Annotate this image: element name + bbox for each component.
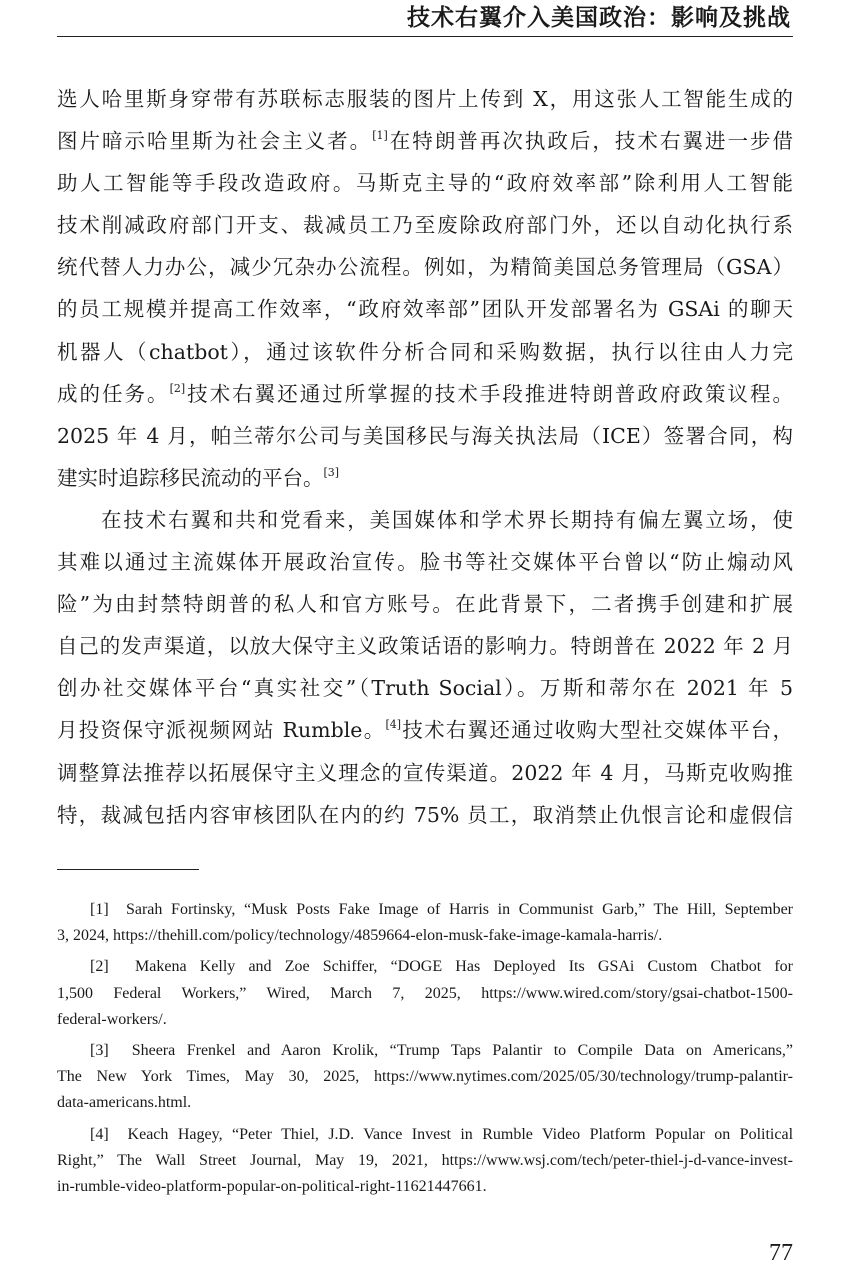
footnotes bbox=[57, 897, 793, 1205]
page-number: 77 bbox=[769, 1240, 793, 1266]
footnote-line: [2] Makena Kelly and Zoe Schiffer, “DOGE Has Deployed Its GSAi Custom Chatbot for bbox=[90, 958, 793, 976]
body-line: 助人工智能等手段改造政府。马斯克主导的“政府效率部”除利用人工智能 bbox=[57, 171, 793, 196]
body-line: 选人哈里斯身穿带有苏联标志服装的图片上传到 X，用这张人工智能生成的 bbox=[57, 87, 793, 111]
footnote-1 bbox=[57, 897, 793, 949]
body-line: 图片暗示哈里斯为社会主义者。[1]在特朗普再次执政后，技术右翼进一步借 bbox=[57, 129, 793, 154]
footnote-3 bbox=[57, 1038, 793, 1117]
footnote-line: data-americans.html. bbox=[57, 1094, 192, 1112]
body-line: 险”为由封禁特朗普的私人和官方账号。在此背景下，二者携手创建和扩展 bbox=[57, 592, 793, 617]
footnote-line: [4] Keach Hagey, “Peter Thiel, J.D. Vance Invest in Rumble Video Platform Popular on Political bbox=[90, 1125, 793, 1143]
body-line: 成的任务。[2]技术右翼还通过所掌握的技术手段推进特朗普政府政策议程。 bbox=[57, 381, 793, 406]
body-line: 调整算法推荐以拓展保守主义理念的宣传渠道。2022 年 4 月，马斯克收购推 bbox=[57, 760, 793, 785]
footnote-marker: [4] bbox=[90, 1125, 109, 1143]
footnote-line: The New York Times, May 30, 2025, https://www.nytimes.com/2025/05/30/technology/trump-palantir- bbox=[57, 1068, 793, 1086]
footnote-4 bbox=[57, 1122, 793, 1201]
body-line: 建实时追踪移民流动的平台。[3] bbox=[57, 465, 340, 490]
running-header bbox=[57, 2, 793, 37]
footnote-marker: [1] bbox=[90, 901, 109, 918]
body-line: 的员工规模并提高工作效率，“政府效率部”团队开发部署名为 GSAi 的聊天 bbox=[57, 297, 793, 322]
footnote-line: Right,” The Wall Street Journal, May 19, 2021, https://www.wsj.com/tech/peter-thiel-j-d-vance-invest- bbox=[57, 1151, 793, 1169]
footnote-line: in-rumble-video-platform-popular-on-political-right-11621447661. bbox=[57, 1177, 487, 1195]
footnote-line: 3, 2024, https://thehill.com/policy/technology/4859664-elon-musk-fake-image-kamala-harris/. bbox=[57, 927, 663, 945]
footnote-ref[interactable]: [1] bbox=[372, 129, 388, 143]
body-line: 自己的发声渠道，以放大保守主义政策话语的影响力。特朗普在 2022 年 2 月 bbox=[57, 634, 793, 659]
footnote-line: 1,500 Federal Workers,” Wired, March 7, 2025, https://www.wired.com/story/gsai-chatbot-1500- bbox=[57, 984, 793, 1002]
footnote-ref[interactable]: [3] bbox=[323, 465, 340, 479]
body-line: 特，裁减包括内容审核团队在内的约 75% 员工，取消禁止仇恨言论和虚假信 bbox=[57, 802, 793, 827]
body-line: 月投资保守派视频网站 Rumble。[4]技术右翼还通过收购大型社交媒体平台， bbox=[57, 718, 793, 743]
footnote-line: federal-workers/. bbox=[57, 1010, 167, 1028]
body-line: 2025 年 4 月，帕兰蒂尔公司与美国移民与海关执法局（ICE）签署合同，构 bbox=[57, 423, 793, 448]
body-line: 机器人（chatbot），通过该软件分析合同和采购数据，执行以往由人力完 bbox=[57, 339, 793, 364]
running-header-title: 技术右翼介入美国政治：影响及挑战 bbox=[407, 4, 791, 31]
body-line: 统代替人力办公，减少冗杂办公流程。例如，为精简美国总务管理局（GSA） bbox=[57, 255, 793, 280]
body-line: 创办社交媒体平台“真实社交”（Truth Social）。万斯和蒂尔在 2021 年 5 bbox=[57, 676, 793, 701]
footnote-ref[interactable]: [4] bbox=[385, 718, 402, 732]
footnote-marker: [2] bbox=[90, 958, 109, 976]
footnote-line: [1] Sarah Fortinsky, “Musk Posts Fake Image of Harris in Communist Garb,” The Hill, September bbox=[90, 901, 793, 918]
footnote-line: [3] Sheera Frenkel and Aaron Krolik, “Trump Taps Palantir to Compile Data on Americans,” bbox=[90, 1041, 793, 1059]
body-line: 其难以通过主流媒体开展政治宣传。脸书等社交媒体平台曾以“防止煽动风 bbox=[57, 550, 793, 575]
footnote-ref[interactable]: [2] bbox=[169, 381, 186, 395]
footnote-marker: [3] bbox=[90, 1041, 109, 1059]
footnote-divider bbox=[57, 869, 199, 870]
body-line: 技术削减政府部门开支、裁减员工乃至废除政府部门外，还以自动化执行系 bbox=[57, 213, 793, 238]
footnote-2 bbox=[57, 954, 793, 1033]
body-line: 在技术右翼和共和党看来，美国媒体和学术界长期持有偏左翼立场，使 bbox=[101, 507, 793, 532]
body-text bbox=[57, 78, 793, 836]
